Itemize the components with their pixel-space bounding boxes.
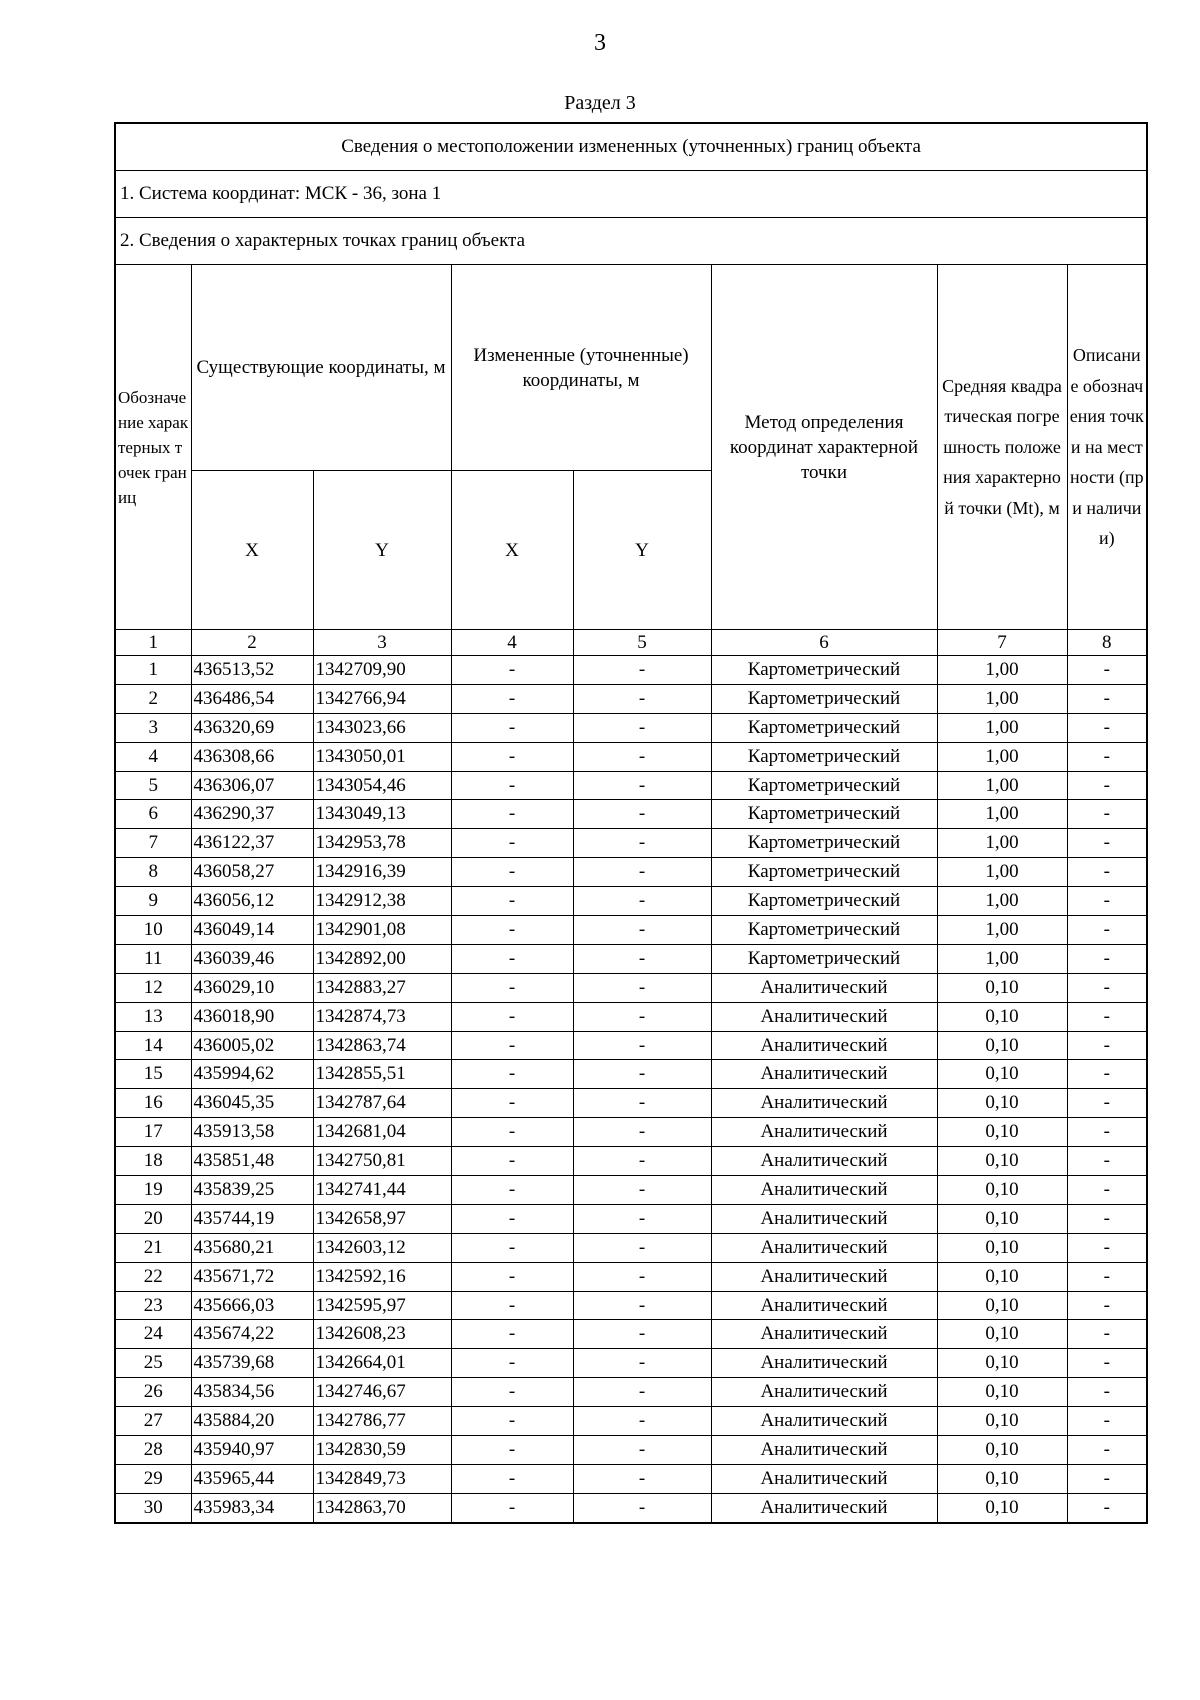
- cell-accuracy: 0,10: [937, 1233, 1067, 1262]
- cell-method: Картометрический: [711, 916, 937, 945]
- column-number: 8: [1067, 630, 1147, 656]
- cell-accuracy: 1,00: [937, 944, 1067, 973]
- header-changed-coordinates: Измененные (уточненные) координаты, м: [451, 265, 711, 471]
- cell-method: Картометрический: [711, 713, 937, 742]
- header-description: Описание обозначения точки на местности (при наличии): [1067, 265, 1147, 630]
- cell-method: Аналитический: [711, 1060, 937, 1089]
- cell-description: -: [1067, 1436, 1147, 1465]
- cell-existing-y: 1342595,97: [313, 1291, 451, 1320]
- cell-accuracy: 1,00: [937, 742, 1067, 771]
- cell-existing-x: 436058,27: [191, 858, 313, 887]
- cell-point-number: 7: [115, 829, 191, 858]
- cell-point-number: 2: [115, 684, 191, 713]
- table-row: [115, 1320, 1147, 1349]
- cell-existing-x: 436005,02: [191, 1031, 313, 1060]
- cell-existing-x: 435983,34: [191, 1493, 313, 1522]
- cell-accuracy: 1,00: [937, 771, 1067, 800]
- cell-method: Аналитический: [711, 1176, 937, 1205]
- cell-description: -: [1067, 1118, 1147, 1147]
- cell-changed-y: -: [573, 1291, 711, 1320]
- cell-changed-x: -: [451, 656, 573, 685]
- cell-point-number: 4: [115, 742, 191, 771]
- cell-point-number: 12: [115, 973, 191, 1002]
- cell-accuracy: 0,10: [937, 1464, 1067, 1493]
- cell-existing-x: 435913,58: [191, 1118, 313, 1147]
- table-row: [115, 887, 1147, 916]
- cell-description: -: [1067, 1176, 1147, 1205]
- header-point-designation: Обозначение характерных точек границ: [115, 265, 191, 630]
- cell-description: -: [1067, 771, 1147, 800]
- cell-description: -: [1067, 1493, 1147, 1522]
- cell-existing-x: 436056,12: [191, 887, 313, 916]
- cell-changed-x: -: [451, 1176, 573, 1205]
- cell-description: -: [1067, 1349, 1147, 1378]
- cell-changed-y: -: [573, 656, 711, 685]
- cell-description: -: [1067, 1378, 1147, 1407]
- cell-existing-x: 436029,10: [191, 973, 313, 1002]
- cell-changed-x: -: [451, 858, 573, 887]
- cell-existing-y: 1342849,73: [313, 1464, 451, 1493]
- cell-changed-y: -: [573, 887, 711, 916]
- cell-description: -: [1067, 1291, 1147, 1320]
- cell-changed-x: -: [451, 742, 573, 771]
- header-changed-x: X: [451, 471, 573, 630]
- cell-changed-y: -: [573, 1493, 711, 1522]
- cell-existing-x: 436308,66: [191, 742, 313, 771]
- cell-existing-y: 1342786,77: [313, 1407, 451, 1436]
- cell-existing-x: 435666,03: [191, 1291, 313, 1320]
- cell-accuracy: 0,10: [937, 1089, 1067, 1118]
- cell-changed-y: -: [573, 973, 711, 1002]
- table-row: [115, 916, 1147, 945]
- cell-changed-x: -: [451, 1118, 573, 1147]
- cell-existing-y: 1342863,70: [313, 1493, 451, 1522]
- cell-existing-x: 435744,19: [191, 1204, 313, 1233]
- cell-point-number: 19: [115, 1176, 191, 1205]
- cell-description: -: [1067, 1464, 1147, 1493]
- cell-existing-x: 435680,21: [191, 1233, 313, 1262]
- cell-existing-y: 1342863,74: [313, 1031, 451, 1060]
- table-row: [115, 1349, 1147, 1378]
- cell-existing-x: 435671,72: [191, 1262, 313, 1291]
- table-row: [115, 1436, 1147, 1465]
- cell-changed-y: -: [573, 1031, 711, 1060]
- cell-existing-y: 1342681,04: [313, 1118, 451, 1147]
- cell-changed-y: -: [573, 1204, 711, 1233]
- cell-point-number: 14: [115, 1031, 191, 1060]
- table-row: [115, 1493, 1147, 1522]
- cell-changed-x: -: [451, 713, 573, 742]
- cell-accuracy: 0,10: [937, 1493, 1067, 1522]
- cell-changed-y: -: [573, 1349, 711, 1378]
- cell-method: Аналитический: [711, 1378, 937, 1407]
- table-row: [115, 1031, 1147, 1060]
- cell-method: Картометрический: [711, 684, 937, 713]
- cell-method: Аналитический: [711, 1204, 937, 1233]
- cell-point-number: 6: [115, 800, 191, 829]
- cell-changed-x: -: [451, 1204, 573, 1233]
- header-existing-y: Y: [313, 471, 451, 630]
- cell-changed-x: -: [451, 1349, 573, 1378]
- cell-existing-y: 1342664,01: [313, 1349, 451, 1378]
- cell-existing-y: 1342746,67: [313, 1378, 451, 1407]
- cell-accuracy: 0,10: [937, 1147, 1067, 1176]
- cell-existing-y: 1343023,66: [313, 713, 451, 742]
- cell-description: -: [1067, 1407, 1147, 1436]
- cell-method: Аналитический: [711, 1233, 937, 1262]
- cell-existing-y: 1343050,01: [313, 742, 451, 771]
- cell-changed-x: -: [451, 1493, 573, 1522]
- cell-changed-y: -: [573, 1407, 711, 1436]
- column-number: 3: [313, 630, 451, 656]
- cell-method: Картометрический: [711, 771, 937, 800]
- table-row: [115, 771, 1147, 800]
- cell-method: Аналитический: [711, 1089, 937, 1118]
- cell-accuracy: 0,10: [937, 1002, 1067, 1031]
- cell-changed-x: -: [451, 829, 573, 858]
- cell-changed-y: -: [573, 858, 711, 887]
- cell-description: -: [1067, 1204, 1147, 1233]
- cell-existing-y: 1342953,78: [313, 829, 451, 858]
- cell-accuracy: 0,10: [937, 1378, 1067, 1407]
- cell-accuracy: 1,00: [937, 713, 1067, 742]
- cell-accuracy: 0,10: [937, 1204, 1067, 1233]
- cell-existing-x: 435884,20: [191, 1407, 313, 1436]
- cell-accuracy: 1,00: [937, 858, 1067, 887]
- cell-changed-y: -: [573, 944, 711, 973]
- cell-method: Аналитический: [711, 1464, 937, 1493]
- cell-description: -: [1067, 1089, 1147, 1118]
- cell-description: -: [1067, 713, 1147, 742]
- cell-point-number: 29: [115, 1464, 191, 1493]
- cell-changed-x: -: [451, 1464, 573, 1493]
- cell-changed-x: -: [451, 1089, 573, 1118]
- cell-existing-x: 435994,62: [191, 1060, 313, 1089]
- cell-changed-y: -: [573, 684, 711, 713]
- cell-description: -: [1067, 684, 1147, 713]
- cell-point-number: 24: [115, 1320, 191, 1349]
- cell-point-number: 10: [115, 916, 191, 945]
- cell-existing-x: 436122,37: [191, 829, 313, 858]
- cell-changed-x: -: [451, 1320, 573, 1349]
- cell-existing-x: 435965,44: [191, 1464, 313, 1493]
- cell-existing-x: 435674,22: [191, 1320, 313, 1349]
- cell-existing-y: 1342658,97: [313, 1204, 451, 1233]
- table-row: [115, 1378, 1147, 1407]
- cell-accuracy: 1,00: [937, 916, 1067, 945]
- column-number: 2: [191, 630, 313, 656]
- cell-method: Аналитический: [711, 1349, 937, 1378]
- cell-accuracy: 0,10: [937, 1262, 1067, 1291]
- cell-description: -: [1067, 1060, 1147, 1089]
- header-accuracy: Средняя квадратическая погрешность положения характерной точки (Mt), м: [937, 265, 1067, 630]
- cell-accuracy: 0,10: [937, 973, 1067, 1002]
- cell-existing-y: 1342912,38: [313, 887, 451, 916]
- cell-changed-x: -: [451, 1060, 573, 1089]
- cell-description: -: [1067, 887, 1147, 916]
- header-existing-coordinates: Существующие координаты, м: [191, 265, 451, 471]
- cell-point-number: 11: [115, 944, 191, 973]
- table-row: [115, 713, 1147, 742]
- cell-point-number: 13: [115, 1002, 191, 1031]
- cell-method: Аналитический: [711, 1262, 937, 1291]
- cell-method: Аналитический: [711, 1436, 937, 1465]
- cell-changed-y: -: [573, 1262, 711, 1291]
- cell-changed-y: -: [573, 1147, 711, 1176]
- cell-changed-y: -: [573, 771, 711, 800]
- cell-existing-y: 1342787,64: [313, 1089, 451, 1118]
- cell-point-number: 3: [115, 713, 191, 742]
- cell-existing-y: 1342892,00: [313, 944, 451, 973]
- cell-existing-y: 1342883,27: [313, 973, 451, 1002]
- cell-existing-x: 435839,25: [191, 1176, 313, 1205]
- cell-accuracy: 0,10: [937, 1060, 1067, 1089]
- cell-accuracy: 1,00: [937, 656, 1067, 685]
- cell-method: Картометрический: [711, 656, 937, 685]
- section-label: Раздел 3: [564, 92, 636, 114]
- cell-method: Аналитический: [711, 973, 937, 1002]
- cell-method: Аналитический: [711, 1031, 937, 1060]
- cell-changed-x: -: [451, 887, 573, 916]
- cell-accuracy: 0,10: [937, 1436, 1067, 1465]
- cell-description: -: [1067, 1262, 1147, 1291]
- cell-method: Аналитический: [711, 1147, 937, 1176]
- cell-changed-y: -: [573, 1378, 711, 1407]
- cell-description: -: [1067, 1233, 1147, 1262]
- cell-existing-y: 1343054,46: [313, 771, 451, 800]
- boundary-points-table: [114, 122, 1148, 1524]
- cell-changed-x: -: [451, 684, 573, 713]
- cell-method: Аналитический: [711, 1320, 937, 1349]
- cell-point-number: 26: [115, 1378, 191, 1407]
- table-row: [115, 742, 1147, 771]
- header-existing-x: X: [191, 471, 313, 630]
- cell-point-number: 30: [115, 1493, 191, 1522]
- cell-method: Аналитический: [711, 1002, 937, 1031]
- cell-point-number: 20: [115, 1204, 191, 1233]
- column-number: 5: [573, 630, 711, 656]
- cell-point-number: 16: [115, 1089, 191, 1118]
- cell-method: Картометрический: [711, 944, 937, 973]
- cell-changed-y: -: [573, 1089, 711, 1118]
- table-row: [115, 1262, 1147, 1291]
- cell-changed-y: -: [573, 1436, 711, 1465]
- cell-existing-x: 436049,14: [191, 916, 313, 945]
- cell-existing-x: 436513,52: [191, 656, 313, 685]
- cell-changed-x: -: [451, 800, 573, 829]
- page-number: 3: [594, 30, 606, 56]
- cell-point-number: 1: [115, 656, 191, 685]
- table-row: [115, 1118, 1147, 1147]
- cell-existing-y: 1342709,90: [313, 656, 451, 685]
- cell-existing-x: 435834,56: [191, 1378, 313, 1407]
- cell-existing-y: 1342592,16: [313, 1262, 451, 1291]
- cell-changed-x: -: [451, 973, 573, 1002]
- cell-method: Аналитический: [711, 1493, 937, 1522]
- cell-point-number: 18: [115, 1147, 191, 1176]
- cell-description: -: [1067, 656, 1147, 685]
- column-number: 1: [115, 630, 191, 656]
- cell-method: Картометрический: [711, 887, 937, 916]
- cell-point-number: 27: [115, 1407, 191, 1436]
- cell-accuracy: 0,10: [937, 1407, 1067, 1436]
- cell-description: -: [1067, 1031, 1147, 1060]
- table-row: [115, 1089, 1147, 1118]
- cell-accuracy: 1,00: [937, 800, 1067, 829]
- points-heading: 2. Сведения о характерных точках границ объекта: [115, 218, 1147, 265]
- cell-existing-x: 435739,68: [191, 1349, 313, 1378]
- cell-point-number: 17: [115, 1118, 191, 1147]
- cell-point-number: 5: [115, 771, 191, 800]
- cell-changed-x: -: [451, 1291, 573, 1320]
- cell-description: -: [1067, 742, 1147, 771]
- table-row: [115, 858, 1147, 887]
- cell-changed-y: -: [573, 1002, 711, 1031]
- cell-description: -: [1067, 973, 1147, 1002]
- cell-existing-x: 435940,97: [191, 1436, 313, 1465]
- cell-accuracy: 0,10: [937, 1349, 1067, 1378]
- cell-description: -: [1067, 800, 1147, 829]
- column-number: 6: [711, 630, 937, 656]
- column-number: 7: [937, 630, 1067, 656]
- header-changed-y: Y: [573, 471, 711, 630]
- column-number: 4: [451, 630, 573, 656]
- cell-accuracy: 0,10: [937, 1291, 1067, 1320]
- cell-existing-y: 1342766,94: [313, 684, 451, 713]
- cell-changed-y: -: [573, 800, 711, 829]
- cell-existing-y: 1342741,44: [313, 1176, 451, 1205]
- cell-method: Картометрический: [711, 800, 937, 829]
- cell-point-number: 23: [115, 1291, 191, 1320]
- cell-accuracy: 0,10: [937, 1118, 1067, 1147]
- cell-changed-x: -: [451, 916, 573, 945]
- cell-description: -: [1067, 944, 1147, 973]
- cell-method: Картометрический: [711, 742, 937, 771]
- cell-changed-y: -: [573, 1118, 711, 1147]
- cell-changed-x: -: [451, 1262, 573, 1291]
- cell-changed-x: -: [451, 1233, 573, 1262]
- cell-changed-x: -: [451, 1031, 573, 1060]
- table-row: [115, 829, 1147, 858]
- cell-changed-x: -: [451, 771, 573, 800]
- cell-method: Картометрический: [711, 858, 937, 887]
- cell-changed-y: -: [573, 1320, 711, 1349]
- cell-point-number: 22: [115, 1262, 191, 1291]
- cell-existing-x: 436018,90: [191, 1002, 313, 1031]
- cell-changed-y: -: [573, 1233, 711, 1262]
- cell-existing-y: 1342603,12: [313, 1233, 451, 1262]
- cell-changed-y: -: [573, 916, 711, 945]
- cell-method: Аналитический: [711, 1118, 937, 1147]
- cell-existing-x: 436486,54: [191, 684, 313, 713]
- cell-existing-x: 436290,37: [191, 800, 313, 829]
- cell-existing-x: 436306,07: [191, 771, 313, 800]
- cell-point-number: 9: [115, 887, 191, 916]
- table-row: [115, 944, 1147, 973]
- coordinate-system: 1. Система координат: МСК - 36, зона 1: [115, 171, 1147, 218]
- table-row: [115, 656, 1147, 685]
- cell-existing-y: 1342855,51: [313, 1060, 451, 1089]
- column-number-row: [115, 630, 1147, 656]
- table-title: Сведения о местоположении измененных (уточненных) границ объекта: [115, 123, 1147, 171]
- cell-existing-x: 435851,48: [191, 1147, 313, 1176]
- cell-accuracy: 1,00: [937, 887, 1067, 916]
- cell-changed-x: -: [451, 1436, 573, 1465]
- cell-changed-x: -: [451, 1147, 573, 1176]
- cell-existing-y: 1342830,59: [313, 1436, 451, 1465]
- cell-changed-x: -: [451, 1407, 573, 1436]
- cell-existing-x: 436045,35: [191, 1089, 313, 1118]
- table-row: [115, 1407, 1147, 1436]
- cell-changed-y: -: [573, 1176, 711, 1205]
- cell-method: Картометрический: [711, 829, 937, 858]
- cell-existing-y: 1342750,81: [313, 1147, 451, 1176]
- cell-accuracy: 1,00: [937, 684, 1067, 713]
- table-row: [115, 973, 1147, 1002]
- cell-method: Аналитический: [711, 1291, 937, 1320]
- table-row: [115, 1002, 1147, 1031]
- cell-accuracy: 0,10: [937, 1176, 1067, 1205]
- cell-changed-x: -: [451, 1002, 573, 1031]
- cell-point-number: 25: [115, 1349, 191, 1378]
- cell-description: -: [1067, 1320, 1147, 1349]
- cell-existing-y: 1343049,13: [313, 800, 451, 829]
- cell-method: Аналитический: [711, 1407, 937, 1436]
- cell-existing-y: 1342874,73: [313, 1002, 451, 1031]
- cell-existing-y: 1342916,39: [313, 858, 451, 887]
- cell-description: -: [1067, 1002, 1147, 1031]
- cell-accuracy: 0,10: [937, 1320, 1067, 1349]
- table-row: [115, 684, 1147, 713]
- cell-changed-y: -: [573, 1464, 711, 1493]
- cell-existing-x: 436039,46: [191, 944, 313, 973]
- cell-accuracy: 0,10: [937, 1031, 1067, 1060]
- header-method: Метод определения координат характерной точки: [711, 265, 937, 630]
- cell-point-number: 15: [115, 1060, 191, 1089]
- table-row: [115, 800, 1147, 829]
- cell-changed-y: -: [573, 742, 711, 771]
- cell-existing-y: 1342608,23: [313, 1320, 451, 1349]
- cell-changed-x: -: [451, 944, 573, 973]
- cell-changed-x: -: [451, 1378, 573, 1407]
- cell-existing-y: 1342901,08: [313, 916, 451, 945]
- table-row: [115, 1147, 1147, 1176]
- cell-description: -: [1067, 858, 1147, 887]
- cell-description: -: [1067, 829, 1147, 858]
- cell-changed-y: -: [573, 829, 711, 858]
- table-row: [115, 1060, 1147, 1089]
- cell-description: -: [1067, 916, 1147, 945]
- cell-point-number: 28: [115, 1436, 191, 1465]
- table-row: [115, 1204, 1147, 1233]
- cell-point-number: 8: [115, 858, 191, 887]
- cell-accuracy: 1,00: [937, 829, 1067, 858]
- cell-changed-y: -: [573, 713, 711, 742]
- table-row: [115, 1233, 1147, 1262]
- table-row: [115, 1464, 1147, 1493]
- table-row: [115, 1176, 1147, 1205]
- table-row: [115, 1291, 1147, 1320]
- cell-description: -: [1067, 1147, 1147, 1176]
- cell-existing-x: 436320,69: [191, 713, 313, 742]
- cell-changed-y: -: [573, 1060, 711, 1089]
- cell-point-number: 21: [115, 1233, 191, 1262]
